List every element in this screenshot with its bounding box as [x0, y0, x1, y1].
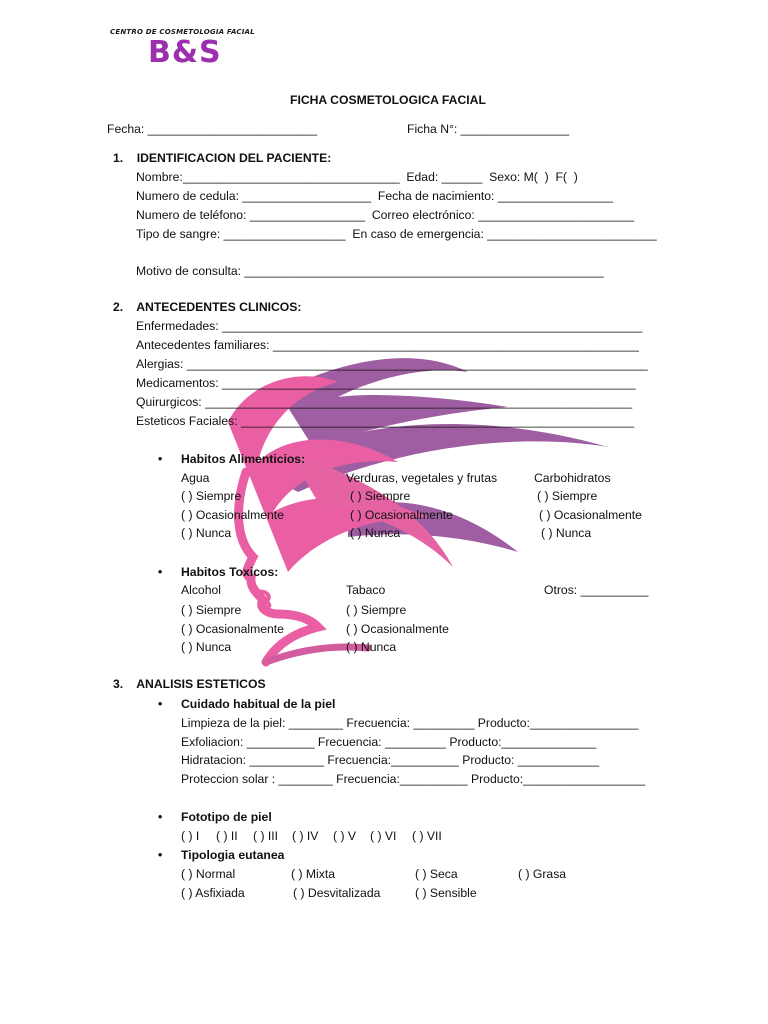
tipologia-grasa-option[interactable]: ( ) Grasa — [518, 867, 567, 881]
verduras-label: Verduras, vegetales y frutas — [346, 471, 498, 485]
fototipo-vi-option[interactable]: ( ) VI — [370, 829, 397, 843]
esteticos-faciales-line[interactable]: Esteticos Faciales: __________________________________________________________ — [136, 414, 635, 428]
cuidado-piel-heading: Cuidado habitual de la piel — [181, 697, 336, 711]
tipologia-mixta-option[interactable]: ( ) Mixta — [291, 867, 336, 881]
page-title: FICHA COSMETOLOGICA FACIAL — [290, 93, 486, 107]
tabaco-label: Tabaco — [346, 583, 386, 597]
proteccion-solar-line[interactable]: Proteccion solar : ________ Frecuencia:__________ Producto:__________________ — [181, 772, 646, 786]
habitos-alimenticios-heading: Habitos Alimenticios: — [181, 452, 306, 466]
agua-nunca-option[interactable]: ( ) Nunca — [181, 526, 232, 540]
carbohidratos-siempre-option[interactable]: ( ) Siempre — [537, 489, 598, 503]
fototipo-ii-option[interactable]: ( ) II — [216, 829, 238, 843]
carbohidratos-label: Carbohidratos — [534, 471, 611, 485]
otros-field[interactable]: Otros: __________ — [544, 583, 649, 597]
fototipo-v-option[interactable]: ( ) V — [333, 829, 357, 843]
bullet-icon: • — [158, 848, 163, 862]
logo-brand: B&S — [148, 35, 222, 70]
logo-tagline: CENTRO DE COSMETOLOGIA FACIAL — [110, 28, 255, 36]
section-antecedentes-heading: 2. ANTECEDENTES CLINICOS: — [113, 300, 302, 314]
bullet-icon: • — [158, 810, 163, 824]
section-identificacion-heading: 1. IDENTIFICACION DEL PACIENTE: — [113, 151, 332, 165]
bullet-icon: • — [158, 452, 163, 466]
fototipo-heading: Fototipo de piel — [181, 810, 272, 824]
agua-ocasionalmente-option[interactable]: ( ) Ocasionalmente — [181, 508, 284, 522]
sangre-line[interactable]: Tipo de sangre: __________________ En caso de emergencia: _________________________ — [136, 227, 657, 241]
medicamentos-line[interactable]: Medicamentos: _____________________________________________________________ — [136, 376, 636, 390]
agua-label: Agua — [181, 471, 210, 485]
carbohidratos-ocasionalmente-option[interactable]: ( ) Ocasionalmente — [539, 508, 642, 522]
agua-siempre-option[interactable]: ( ) Siempre — [181, 489, 242, 503]
bullet-icon: • — [158, 565, 163, 579]
habitos-toxicos-heading: Habitos Toxicos: — [181, 565, 279, 579]
tabaco-siempre-option[interactable]: ( ) Siempre — [346, 603, 407, 617]
nombre-line[interactable]: Nombre:________________________________ Edad: ______ Sexo: M( ) F( ) — [136, 170, 578, 184]
telefono-line[interactable]: Numero de teléfono: _________________ Correo electrónico: _______________________ — [136, 208, 635, 222]
alergias-line[interactable]: Alergias: ____________________________________________________________________ — [136, 357, 648, 371]
tipologia-seca-option[interactable]: ( ) Seca — [415, 867, 458, 881]
brand-logo — [110, 26, 260, 72]
verduras-nunca-option[interactable]: ( ) Nunca — [350, 526, 401, 540]
limpieza-line[interactable]: Limpieza de la piel: ________ Frecuencia: _________ Producto:________________ — [181, 716, 639, 730]
verduras-ocasionalmente-option[interactable]: ( ) Ocasionalmente — [350, 508, 453, 522]
fototipo-i-option[interactable]: ( ) I — [181, 829, 200, 843]
ficha-number-field[interactable]: Ficha N°: ________________ — [407, 122, 570, 136]
tabaco-nunca-option[interactable]: ( ) Nunca — [346, 640, 397, 654]
fototipo-iv-option[interactable]: ( ) IV — [292, 829, 319, 843]
fototipo-iii-option[interactable]: ( ) III — [253, 829, 279, 843]
tipologia-asfixiada-option[interactable]: ( ) Asfixiada — [181, 886, 245, 900]
alcohol-siempre-option[interactable]: ( ) Siempre — [181, 603, 242, 617]
fecha-field[interactable]: Fecha: _________________________ — [107, 122, 318, 136]
bullet-icon: • — [158, 697, 163, 711]
alcohol-label: Alcohol — [181, 583, 221, 597]
verduras-siempre-option[interactable]: ( ) Siempre — [350, 489, 411, 503]
tipologia-normal-option[interactable]: ( ) Normal — [181, 867, 236, 881]
alcohol-nunca-option[interactable]: ( ) Nunca — [181, 640, 232, 654]
hidratacion-line[interactable]: Hidratacion: ___________ Frecuencia:__________ Producto: ____________ — [181, 753, 600, 767]
section-analisis-heading: 3. ANALISIS ESTETICOS — [113, 677, 266, 691]
tipologia-sensible-option[interactable]: ( ) Sensible — [415, 886, 477, 900]
antecedentes-familiares-line[interactable]: Antecedentes familiares: ______________________________________________________ — [136, 338, 639, 352]
quirurgicos-line[interactable]: Quirurgicos: _______________________________________________________________ — [136, 395, 633, 409]
tipologia-desvitalizada-option[interactable]: ( ) Desvitalizada — [293, 886, 381, 900]
tipologia-heading: Tipologia eutanea — [181, 848, 285, 862]
alcohol-ocasionalmente-option[interactable]: ( ) Ocasionalmente — [181, 622, 284, 636]
tabaco-ocasionalmente-option[interactable]: ( ) Ocasionalmente — [346, 622, 449, 636]
motivo-consulta-line[interactable]: Motivo de consulta: _____________________________________________________ — [136, 264, 604, 278]
fototipo-vii-option[interactable]: ( ) VII — [412, 829, 442, 843]
cedula-line[interactable]: Numero de cedula: ___________________ Fecha de nacimiento: _________________ — [136, 189, 614, 203]
exfoliacion-line[interactable]: Exfoliacion: __________ Frecuencia: _________ Producto:______________ — [181, 735, 597, 749]
enfermedades-line[interactable]: Enfermedades: ______________________________________________________________ — [136, 319, 643, 333]
carbohidratos-nunca-option[interactable]: ( ) Nunca — [541, 526, 592, 540]
